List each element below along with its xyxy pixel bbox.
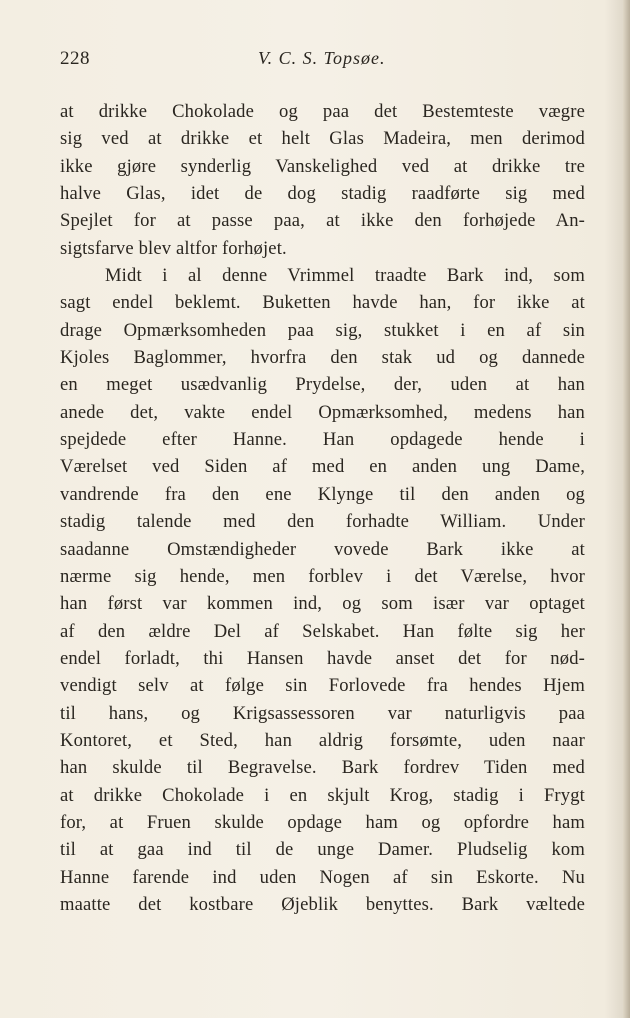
text-line: halve Glas, idet de dog stadig raadførte sig med: [60, 183, 585, 205]
text-line: sig ved at drikke et helt Glas Madeira, men derimod: [60, 128, 585, 150]
text-line: Midt i al denne Vrimmel traadte Bark ind, som: [105, 265, 585, 287]
text-line: Spejlet for at passe paa, at ikke den forhøjede An-: [60, 210, 585, 232]
text-line: at drikke Chokolade og paa det Bestemteste vægre: [60, 101, 585, 122]
text-line: Kjoles Baglommer, hvorfra den stak ud og dannede: [60, 347, 585, 369]
page-number: 228: [60, 48, 90, 69]
text-line: saadanne Omstændigheder vovede Bark ikke at: [60, 538, 585, 560]
text-line: til hans, og Krigsassessoren var naturligvis paa: [60, 702, 585, 724]
text-line: maatte det kostbare Øjeblik benyttes. Bark væltede: [60, 893, 585, 915]
text-line: vandrende fra den ene Klynge til den anden og: [60, 483, 585, 505]
text-line: ikke gjøre synderlig Vanskelighed ved at drikke tre: [60, 155, 585, 177]
text-line: til at gaa ind til de unge Damer. Pludselig kom: [60, 839, 585, 861]
text-line: for, at Fruen skulde opdage ham og opfordre ham: [60, 811, 585, 833]
text-line: sagt endel beklemt. Buketten havde han, for ikke at: [60, 292, 585, 314]
page-edge-shadow: [623, 0, 630, 1018]
running-head: V. C. S. Topsøe.: [258, 48, 386, 68]
text-line: vendigt selv at følge sin Forlovede fra hendes Hjem: [60, 675, 585, 697]
text-line: spejdede efter Hanne. Han opdagede hende i: [60, 429, 585, 451]
text-line: han skulde til Begravelse. Bark fordrev Tiden med: [60, 757, 585, 779]
text-line: nærme sig hende, men forblev i det Værelse, hvor: [60, 565, 585, 587]
body-text: [60, 98, 585, 918]
text-line: en meget usædvanlig Prydelse, der, uden at han: [60, 374, 585, 396]
text-line: Værelset ved Siden af med en anden ung Dame,: [60, 456, 585, 478]
text-line: af den ældre Del af Selskabet. Han følte sig her: [60, 620, 585, 642]
text-line: drage Opmærksomheden paa sig, stukket i en af sin: [60, 319, 585, 341]
text-line: han først var kommen ind, og som især var optaget: [60, 593, 585, 615]
text-line: at drikke Chokolade i en skjult Krog, stadig i Frygt: [60, 784, 585, 806]
page-header: [60, 48, 585, 76]
text-line: anede det, vakte endel Opmærksomhed, medens han: [60, 401, 585, 423]
text-line: Kontoret, et Sted, han aldrig forsømte, uden naar: [60, 729, 585, 751]
text-line: endel forladt, thi Hansen havde anset det for nød-: [60, 647, 585, 669]
text-line: sigtsfarve blev altfor forhøjet.: [60, 237, 287, 259]
text-line: stadig talende med den forhadte William. Under: [60, 511, 585, 533]
text-line: Hanne farende ind uden Nogen af sin Eskorte. Nu: [60, 866, 585, 888]
